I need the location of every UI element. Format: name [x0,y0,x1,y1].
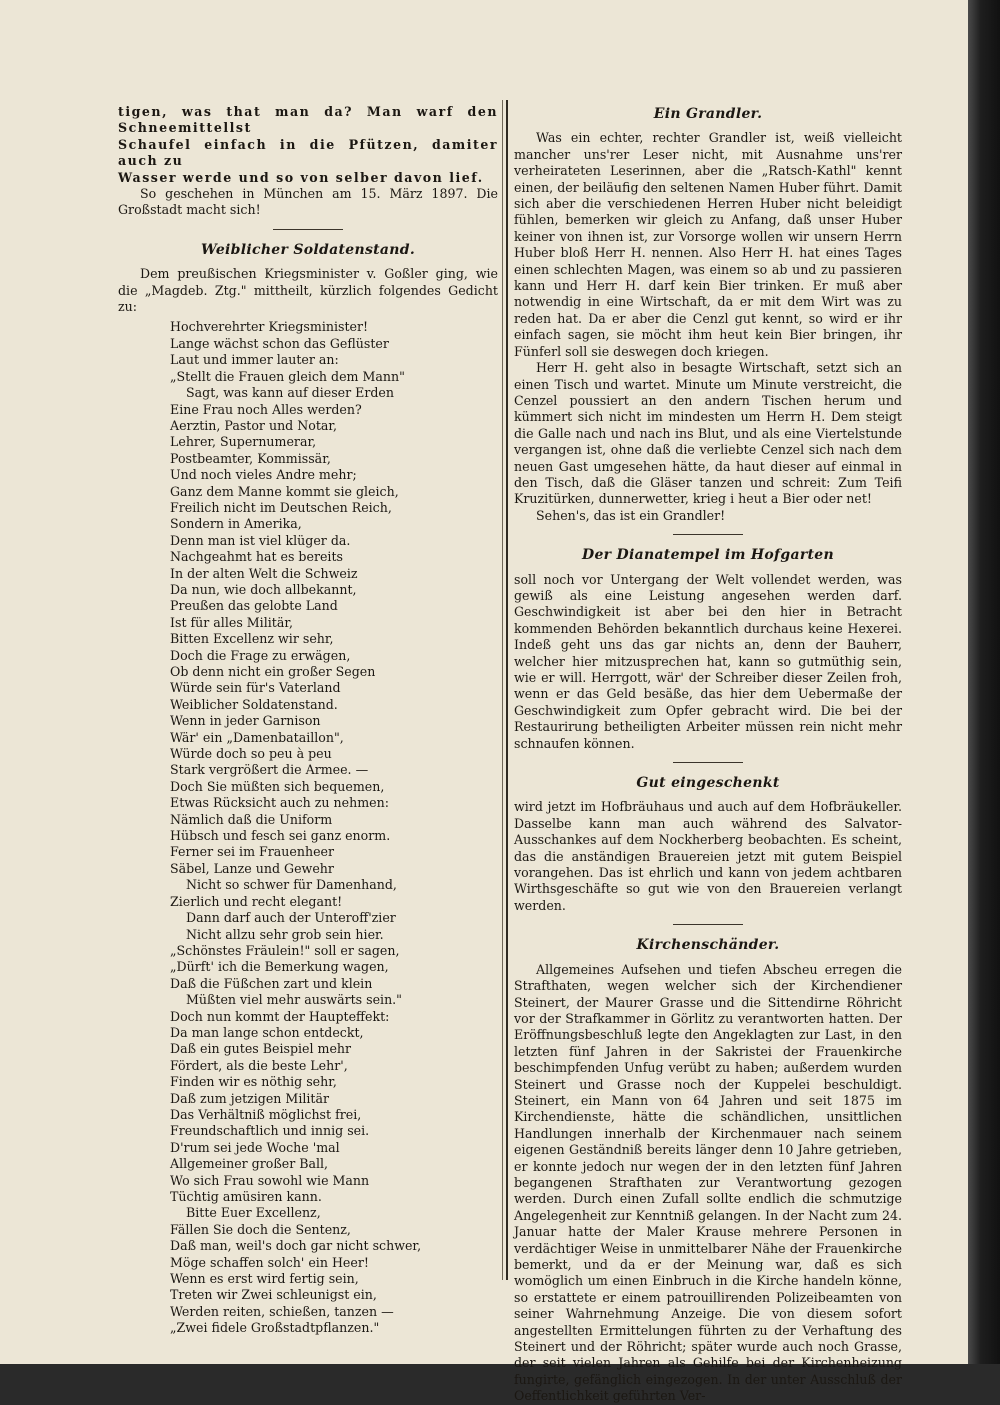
article-text: Herr H. geht also in besagte Wirtschaft, setzt sich an einen Tisch und wartet. Minute um Minute verstreicht, die Cenzel poussiert an den andern Tischen herum und kümmert sich nicht im mindesten um Herrn H. Dem steigt die Galle nach und nach ins Blut, und als eine Viertelstunde vergangen ist, ohne daß die verliebte Cenzel sich nach dem neuen Gast umgesehen hätte, da haut dieser auf einmal in den Tisch, daß die Gläser tanzen und schreit: Zum Teifi Kruzitürken, dunnerwetter, krieg i heut a Bier oder net! [514,360,902,507]
article-text: Was ein echter, rechter Grandler ist, weiß vielleicht mancher uns'rer Leser nicht, mit Ausnahme uns'rer verheirateten Leserinnen, aber die „Ratsch-Kathl" kennt einen, der beiläufig den seltenen Namen Huber führt. Damit sich aber die verschiedenen Herren Huber nicht beleidigt fühlen, bemerken wir gleich zu Anfang, daß unser Huber keiner von ihnen ist, zur Vorsorge wollen wir unsern Herrn Huber bloß Herr H. nennen. Also Herr H. hat eines Tages einen schlechten Magen, was einem so ab und zu passieren kann und Herr H. darf kein Bier trinken. Er muß aber notwendig in eine Wirtschaft, da er mit dem Wirt was zu reden hat. Da er aber die Cenzl gut kennt, so wird er ihr einfach sagen, sie möcht ihm heut kein Bier bringen, ihr Fünferl soll sie deswegen doch kriegen. [514,130,902,359]
poem-line: Doch Sie müßten sich bequemen, [170,778,385,794]
poem-line: Nachgeahmt hat es bereits [170,549,343,565]
poem-line: Säbel, Lanze und Gewehr [170,860,334,876]
poem-line: Allgemeiner großer Ball, [170,1156,329,1172]
article-lead: Dem preußischen Kriegsminister v. Goßler ging, wie die „Magdeb. Ztg." mittheilt, kürzlich folgendes Gedicht zu: [118,266,498,315]
poem-line: Werden reiten, schießen, tanzen — [170,1303,394,1319]
intro-line: tigen, was that man da? Man warf den Schneemittellst [118,104,498,136]
poem-line: Freilich nicht im Deutschen Reich, [170,499,392,515]
poem-line: Lange wächst schon das Geflüster [170,335,389,351]
poem-line: Wenn in jeder Garnison [170,713,321,729]
poem-line: Da nun, wie doch allbekannt, [170,581,357,597]
poem-line: Dann darf auch der Unteroff'zier [186,910,396,926]
poem-line: Wenn es erst wird fertig sein, [170,1271,359,1287]
poem-line: Daß zum jetzigen Militär [170,1090,329,1106]
column-rule-thin [502,100,503,1280]
article-title: Kirchenschänder. [636,937,780,954]
poem-line: Postbeamter, Kommissär, [170,450,331,466]
article-text: Sehen's, das ist ein Grandler! [536,507,726,523]
poem-line: Freundschaftlich und innig sei. [170,1123,370,1139]
scan-edge [968,0,1000,1364]
poem-line: „Dürft' ich die Bemerkung wagen, [170,959,389,975]
intro-line: Schaufel einfach in die Pfützen, damiter auch zu [118,136,498,169]
intro-line: Wasser werde und so von selber davon lief. [118,169,484,185]
separator [673,534,743,535]
poem-line: Zierlich und recht elegant! [170,893,343,909]
poem-line: Treten wir Zwei schleunigst ein, [170,1287,377,1303]
left-column [118,104,498,1337]
poem-line: Und noch vieles Andre mehr; [170,467,357,483]
poem-line: Etwas Rücksicht auch zu nehmen: [170,795,389,811]
article-text: soll noch vor Untergang der Welt vollendet werden, was gewiß als eine Leistung angesehen werden darf. Geschwindigkeit ist aber bei den hier in Betracht kommenden Behörden bekanntlich durchaus keine Hexerei. Indeß geht uns das gar nichts an, denn der Bauherr, welcher hier mitzusprechen hat, kann so gutmüthig sein, wie er will. Herrgott, wär' der Schreiber dieser Zeilen froh, wenn er das Geld besäße, das hier dem Uebermaße der Geschwindigkeit zum Opfer gebracht wird. Die bei der Restaurirung betheiligten Arbeiter müssen rein nicht mehr schnaufen können. [514,571,902,751]
poem-line: Weiblicher Soldatenstand. [170,696,338,712]
poem-line: Fördert, als die beste Lehr', [170,1057,348,1073]
poem-line: Ferner sei im Frauenheer [170,844,335,860]
poem-line: „Stellt die Frauen gleich dem Mann" [170,368,405,384]
column-rule [506,100,508,1280]
poem-line: Ganz dem Manne kommt sie gleich, [170,483,399,499]
article-text: wird jetzt im Hofbräuhaus und auch auf dem Hofbräukeller. Dasselbe kann man auch während des Salvator-Ausschankes auf dem Nockherberg beobachten. Es scheint, das die anständigen Brauereien jetzt mit gutem Beispiel vorangehen. Das ist ehrlich und kann von jedem achtbaren Wirthsgeschäfte so gut wie von den Brauereien verlangt werden. [514,799,902,913]
poem-line: Sagt, was kann auf dieser Erden [186,385,394,401]
poem-line: Lehrer, Supernumerar, [170,434,317,450]
poem-line: Finden wir es nöthig sehr, [170,1074,337,1090]
article-title: Gut eingeschenkt [636,775,780,792]
poem-line: Wo sich Frau sowohl wie Mann [170,1172,370,1188]
poem-line: Würde doch so peu à peu [170,746,332,762]
poem-line: Doch die Frage zu erwägen, [170,647,351,663]
poem-line: Hübsch und fesch sei ganz enorm. [170,828,391,844]
article-title: Ein Grandler. [653,106,763,122]
poem-line: Daß ein gutes Beispiel mehr [170,1041,352,1057]
show-through-left [4,104,104,1284]
poem-line: Bitten Excellenz wir sehr, [170,631,334,647]
poem-line: Denn man ist viel klüger da. [170,532,351,548]
poem-line: Ob denn nicht ein großer Segen [170,664,376,679]
intro-end: So geschehen in München am 15. März 1897. Die Großstadt macht sich! [118,186,498,218]
poem-line: Sondern in Amerika, [170,516,302,532]
separator [273,229,343,230]
poem-line: Tüchtig amüsiren kann. [170,1189,322,1204]
separator [673,762,743,763]
poem-line: D'rum sei jede Woche 'mal [170,1139,340,1155]
poem-line: Nicht allzu sehr grob sein hier. [186,926,384,942]
article-text: Allgemeines Aufsehen und tiefen Abscheu erregen die Strafthaten, wegen welcher sich der Kirchendiener Steinert, der Maurer Grasse und die Sittendirne Röhricht vor der Strafkammer in Görlitz zu verantworten hatten. Der Eröffnungsbeschluß legte den Angeklagten zur Last, in den letzten fünf Jahren in der Sakristei der Frauenkirche beschimpfenden Unfug verübt zu haben; außerdem wurden Steinert und Grasse noch der Kuppelei beschuldigt. Steinert, ein Mann von 64 Jahren und seit 1875 im Kirchendienste, hätte die schändlichen, unsittlichen Handlungen innerhalb der Kirchenmauer nach seinem eigenen Geständniß bereits länger denn 10 Jahre getrieben, er konnte jedoch nur wegen der in den letzten fünf Jahren begangenen Strafthaten zur Verantwortung gezogen werden. Durch einen Zufall sollte endlich die schmutzige Angelegenheit zur Kenntniß gelangen. In der Nacht zum 24. Januar hatte der Maler Krause mehrere Personen in verdächtiger Weise in unmittelbarer Nähe der Frauenkirche bemerkt, und da er der Meinung war, daß es sich womöglich um einen Einbruch in die Kirche handeln könne, so erstattete er einem patrouillirenden Polizeibeamten von seiner Wahrnehmung Anzeige. Die von diesem sofort angestellten Ermittelungen führten zu der Verhaftung des Steinert und der Röhricht; später wurde auch noch Grasse, der seit vielen Jahren als Gehilfe bei der Kirchenheizung fungirte, gefänglich eingezogen. In der unter Ausschluß der Oeffentlichkeit geführten Ver- [514,961,902,1404]
article-title: Der Dianatempel im Hofgarten [582,547,834,564]
right-column [514,104,902,1405]
poem-line: „Zwei fidele Großstadtpflanzen." [170,1320,380,1336]
poem-line: „Schönstes Fräulein!" soll er sagen, [170,942,400,958]
poem-line: Das Verhältniß möglichst frei, [170,1106,362,1122]
poem-line: Nicht so schwer für Damenhand, [186,877,397,893]
poem-line: Würde sein für's Vaterland [170,680,341,696]
poem-line: Eine Frau noch Alles werden? [170,401,362,417]
poem-line: Möge schaffen solch' ein Heer! [170,1254,369,1270]
poem [170,319,498,1336]
poem-line: Da man lange schon entdeckt, [170,1024,364,1040]
poem-line: Aerztin, Pastor und Notar, [170,417,338,433]
poem-line: Fällen Sie doch die Sentenz, [170,1221,351,1237]
poem-line: Müßten viel mehr auswärts sein." [186,992,402,1008]
poem-line: Hochverehrter Kriegsminister! [170,319,369,335]
poem-line: In der alten Welt die Schweiz [170,565,358,581]
poem-line: Ist für alles Militär, [170,614,293,630]
poem-line: Preußen das gelobte Land [170,598,338,614]
poem-line: Bitte Euer Excellenz, [186,1205,321,1221]
separator [673,924,743,925]
poem-line: Laut und immer lauter an: [170,352,339,368]
article-title: Weiblicher Soldatenstand. [200,241,416,258]
poem-line: Daß die Füßchen zart und klein [170,975,373,991]
poem-line: Daß man, weil's doch gar nicht schwer, [170,1238,422,1254]
poem-line: Doch nun kommt der Haupteffekt: [170,1008,390,1024]
poem-line: Stark vergrößert die Armee. — [170,762,369,778]
poem-line: Nämlich daß die Uniform [170,811,333,827]
poem-line: Wär' ein „Damenbataillon", [170,729,344,745]
